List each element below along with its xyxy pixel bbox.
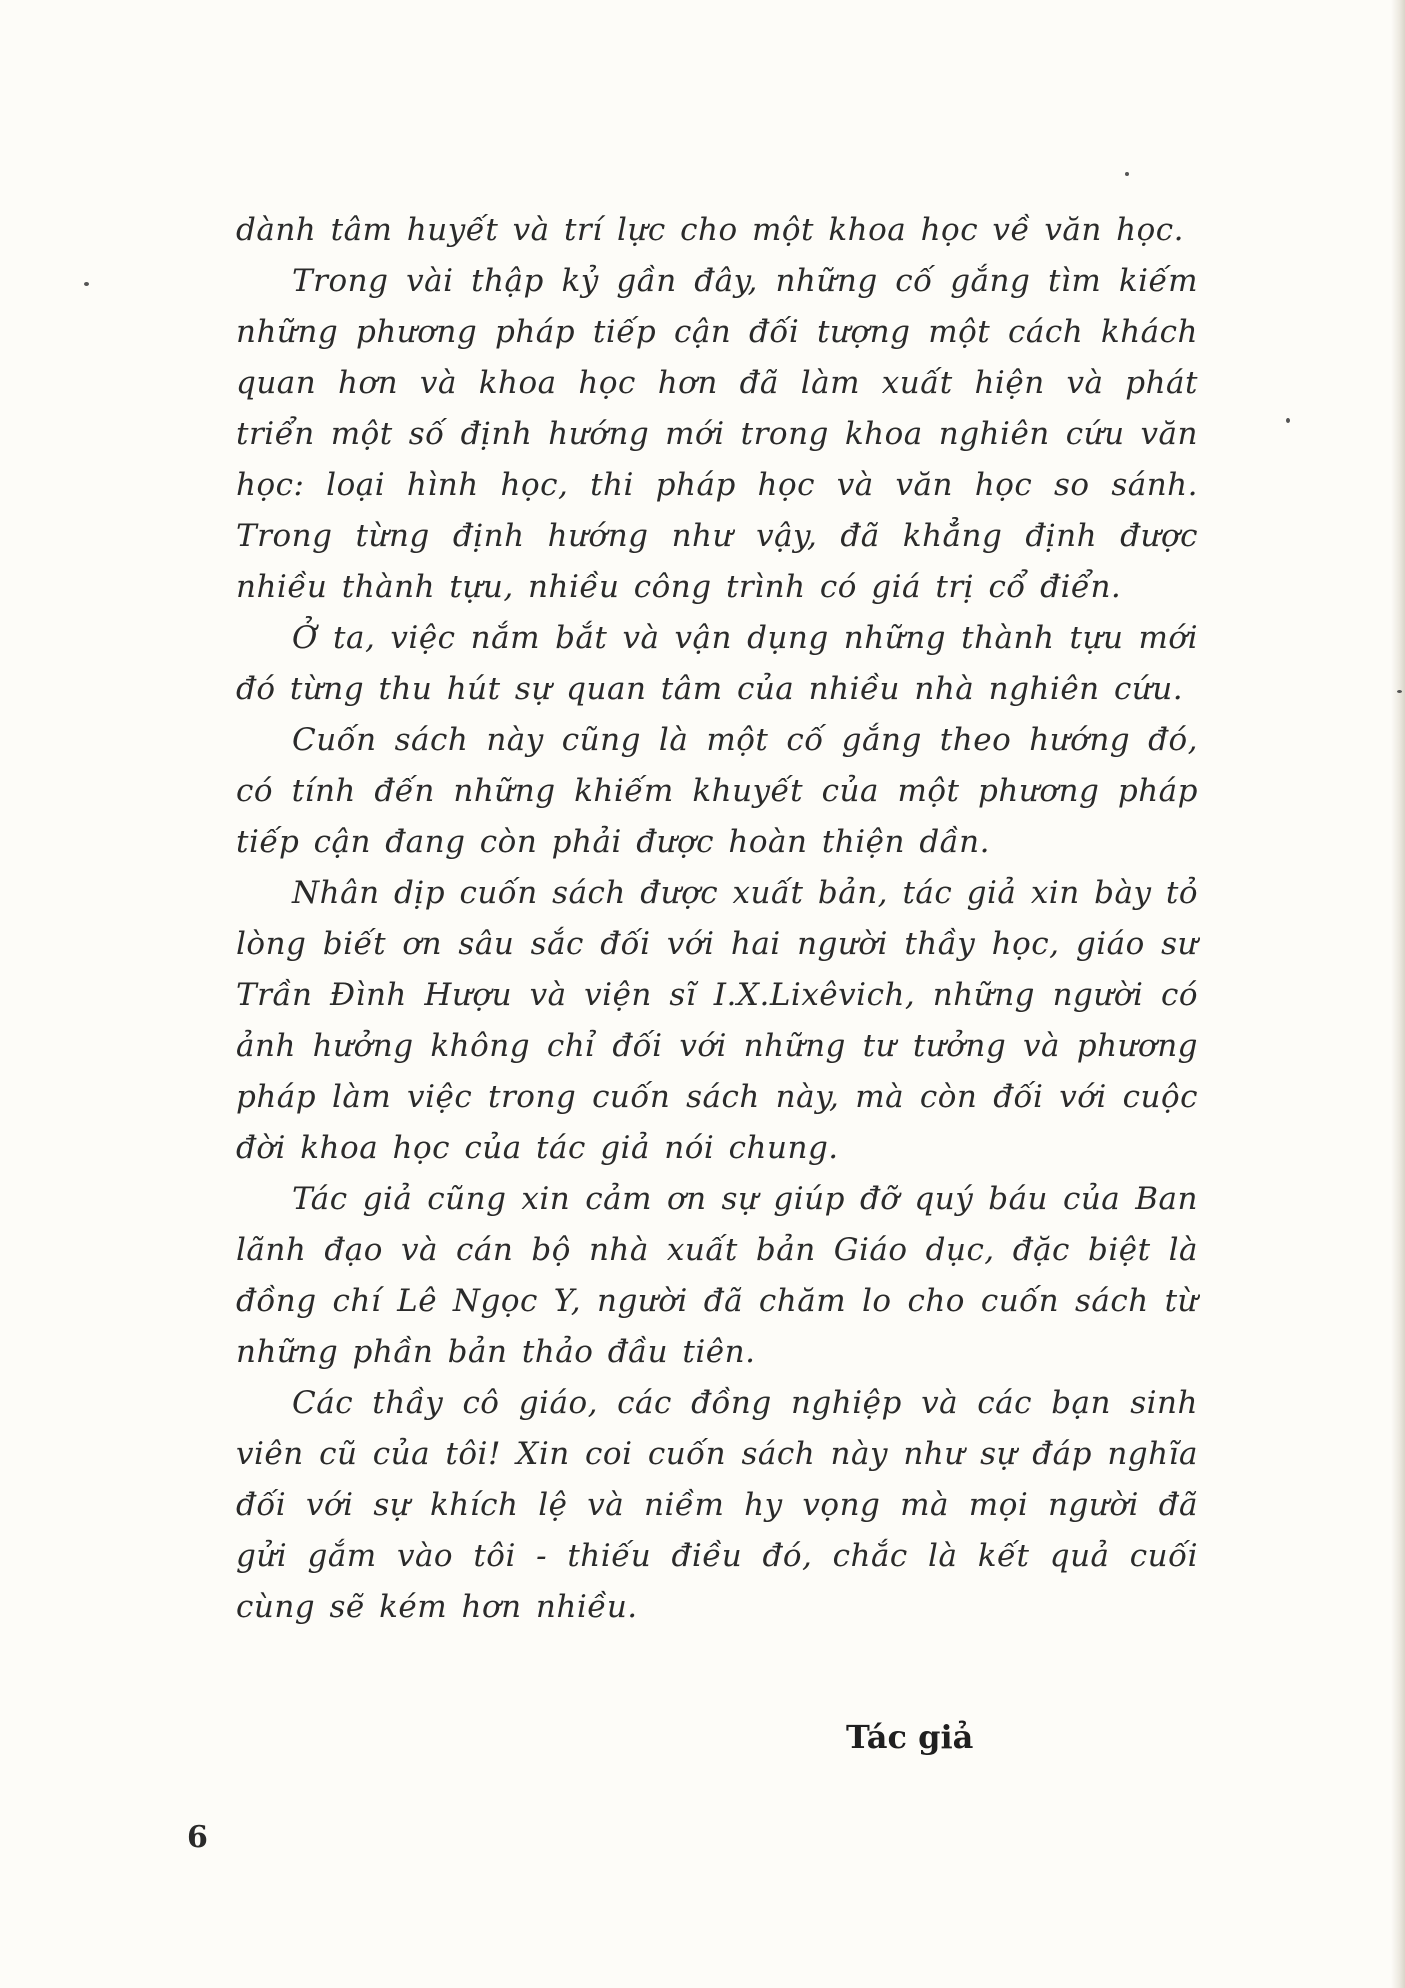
paragraph-5: Nhân dịp cuốn sách được xuất bản, tác giả xin bày tỏ lòng biết ơn sâu sắc đối với hai người thầy học, giáo sư Trần Đình Hượu và viện sĩ I.X.Lixêvich, những người có ảnh hưởng không chỉ đối với những tư tưởng và phương pháp làm việc trong cuốn sách này, mà còn đối với cuộc đời khoa học của tác giả nói chung. xyxy=(236,875,1198,1166)
scan-speck xyxy=(1125,172,1129,176)
scan-speck xyxy=(1397,690,1402,693)
page-number: 6 xyxy=(187,1820,208,1855)
body-text xyxy=(236,205,1198,1633)
paragraph-3: Ở ta, việc nắm bắt và vận dụng những thành tựu mới đó từng thu hút sự quan tâm của nhiều nhà nghiên cứu. xyxy=(236,620,1198,707)
paragraph-7: Các thầy cô giáo, các đồng nghiệp và các bạn sinh viên cũ của tôi! Xin coi cuốn sách này như sự đáp nghĩa đối với sự khích lệ và niềm hy vọng mà mọi người đã gửi gắm vào tôi - thiếu điều đó, chắc là kết quả cuối cùng sẽ kém hơn nhiều. xyxy=(236,1385,1198,1625)
author-signature: Tác giả xyxy=(846,1718,974,1756)
paragraph-2: Trong vài thập kỷ gần đây, những cố gắng tìm kiếm những phương pháp tiếp cận đối tượng một cách khách quan hơn và khoa học hơn đã làm xuất hiện và phát triển một số định hướng mới trong khoa nghiên cứu văn học: loại hình học, thi pháp học và văn học so sánh. Trong từng định hướng như vậy, đã khẳng định được nhiều thành tựu, nhiều công trình có giá trị cổ điển. xyxy=(236,263,1198,605)
page-edge-shadow xyxy=(1391,0,1405,1988)
paragraph-1: dành tâm huyết và trí lực cho một khoa học về văn học. xyxy=(236,212,1185,248)
scan-speck xyxy=(1286,418,1290,423)
paragraph-6: Tác giả cũng xin cảm ơn sự giúp đỡ quý báu của Ban lãnh đạo và cán bộ nhà xuất bản Giáo dục, đặc biệt là đồng chí Lê Ngọc Y, người đã chăm lo cho cuốn sách từ những phần bản thảo đầu tiên. xyxy=(236,1181,1198,1370)
scan-speck xyxy=(84,282,89,286)
paragraph-4: Cuốn sách này cũng là một cố gắng theo hướng đó, có tính đến những khiếm khuyết của một phương pháp tiếp cận đang còn phải được hoàn thiện dần. xyxy=(236,722,1198,860)
